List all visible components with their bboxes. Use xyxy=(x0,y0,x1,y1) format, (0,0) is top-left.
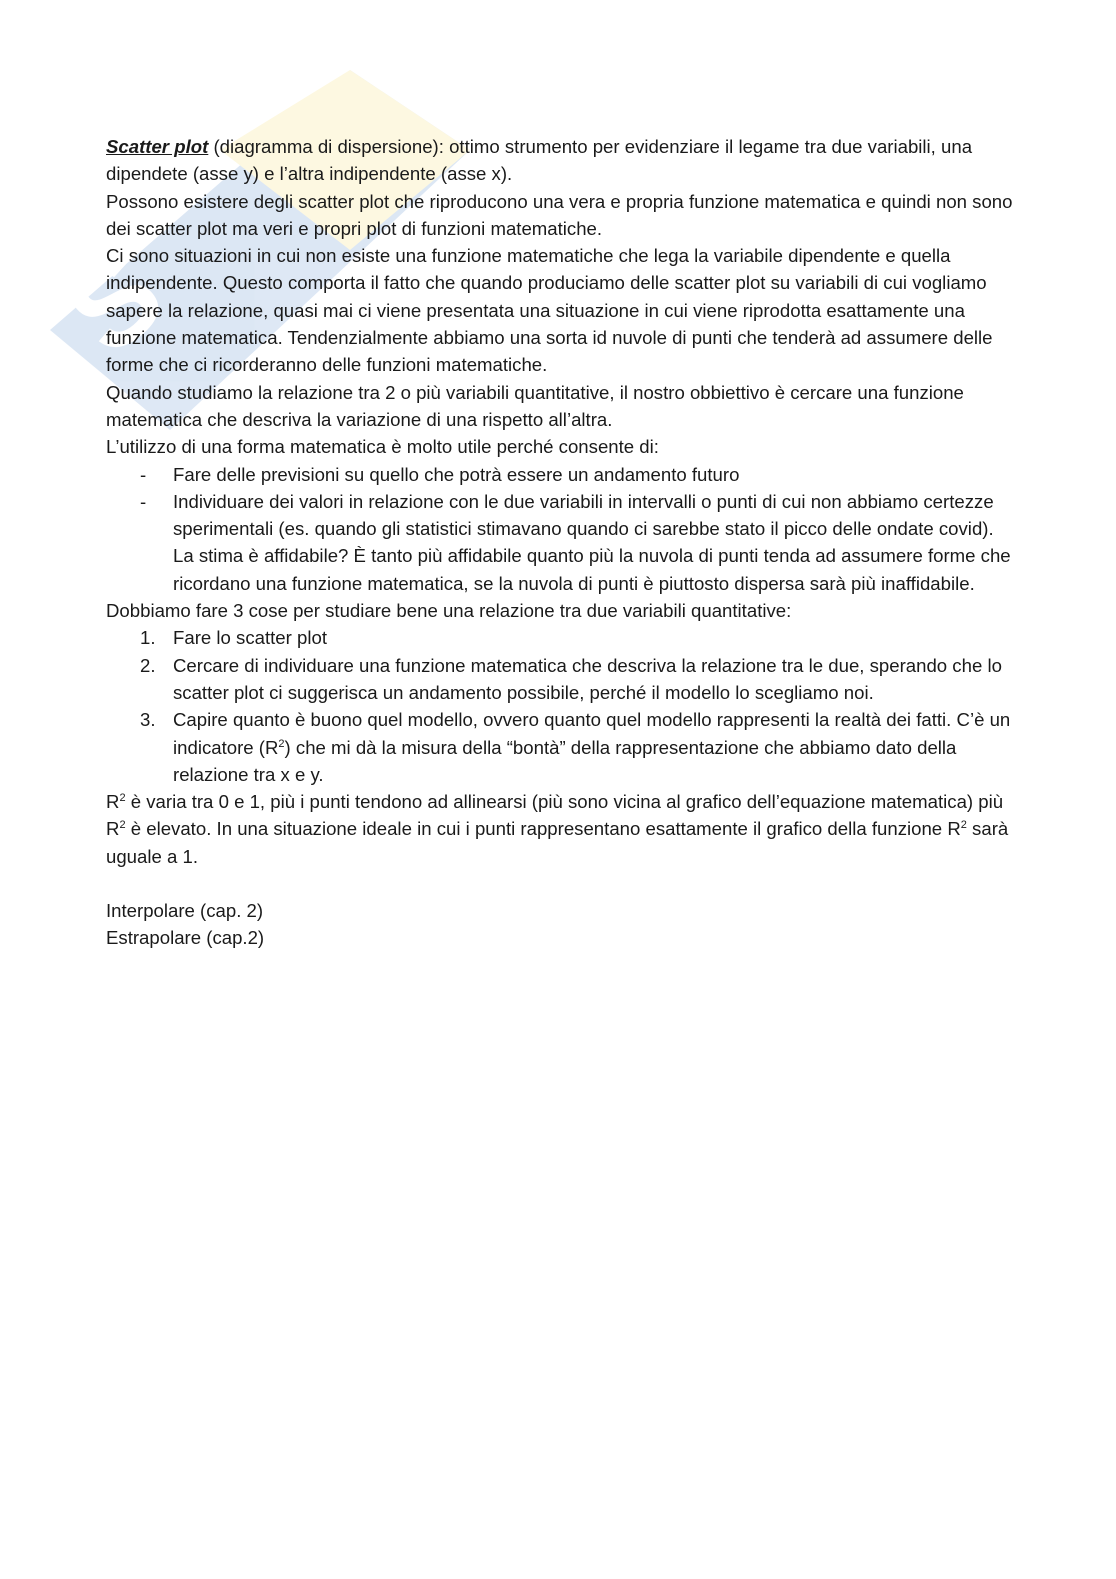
steps-intro: Dobbiamo fare 3 cose per studiare bene una relazione tra due variabili quantitative: xyxy=(106,600,792,622)
document-body xyxy=(106,133,1016,952)
footer-line-interpolare: Interpolare (cap. 2) xyxy=(106,900,264,922)
list-item: 2. Cercare di individuare una funzione matematica che descriva la relazione tra le due, sperando che lo scatter plot ci suggerisca un andamento possibile, perché il modello lo scegliamo noi. xyxy=(140,654,1002,703)
paragraph-2: Possono esistere degli scatter plot che riproducono una vera e propria funzione matematica e quindi non sono dei scatter plot ma veri e propri plot di funzioni matematiche. xyxy=(106,190,1013,239)
paragraph-5: L’utilizzo di una forma matematica è molto utile perché consente di: xyxy=(106,436,659,458)
list-item: - Fare delle previsioni su quello che potrà essere un andamento futuro xyxy=(140,463,740,485)
steps-list xyxy=(106,624,1016,788)
list-item: 3. Capire quanto è buono quel modello, ovvero quanto quel modello rappresenti la realtà dei fatti. C’è un indicatore $(R^2)$ che mi dà la misura della “bontà” della rappresentazione che abbiamo dato della relazione tra x e y. xyxy=(140,709,1011,785)
svg-text:S: S xyxy=(40,225,189,380)
term-scatter-plot: Scatter plot xyxy=(106,136,209,157)
paragraph-3: Ci sono situazioni in cui non esiste una funzione matematiche che lega la variabile dipendente e quella indipendente. Questo comporta il fatto che quando produciamo delle scatter plot su variabili di cui vogliamo sapere la relazione, quasi mai ci viene presentata una situazione in cui viene riprodotta esattamente una funzione matematica. Tendenzialmente abbiamo una sorta id nuvole di punti che tenderà ad assumere delle forme che ci ricorderanno delle funzioni matematiche. xyxy=(106,245,993,376)
intro-paragraph: Scatter plot (diagramma di dispersione): ottimo strumento per evidenziare il legame tra due variabili, una dipendete (asse y) e l’altra indipendente (asse x). xyxy=(106,136,973,185)
footer-line-estrapolare: Estrapolare (cap.2) xyxy=(106,927,265,949)
spacer xyxy=(106,870,1016,897)
uses-list xyxy=(106,461,1016,597)
list-item: 1. Fare lo scatter plot xyxy=(140,627,327,649)
reliability-note: La stima è affidabile? È tanto più affidabile quanto più la nuvola di punti tenda ad assumere forme che ricordano una funzione matematica, se la nuvola di punti è piuttosto dispersa sarà più inaffidabile. xyxy=(173,545,1011,594)
r2-paragraph: $R^2$ è varia tra 0 e 1, più i punti tendono ad allinearsi (più sono vicina al grafico dell’equazione matematica) più $R^2$ è elevato. In una situazione ideale in cui i punti rappresentano esattamente il grafico della funzione $R^2$ sarà uguale a 1. xyxy=(106,791,1009,867)
paragraph-4: Quando studiamo la relazione tra 2 o più variabili quantitative, il nostro obbiettivo è cercare una funzione matematica che descriva la variazione di una rispetto all’altra. xyxy=(106,381,964,430)
list-item: - Individuare dei valori in relazione con le due variabili in intervalli o punti di cui non abbiamo certezze sperimentali (es. quando gli statistici stimavano quando ci sarebbe stato il picco delle ondate covid). La stima è affidabile? È tanto più affidabile quanto più la nuvola di punti tenda ad assumere forme che ricordano una funzione matematica, se la nuvola di punti è piuttosto dispersa sarà più inaffidabile. xyxy=(140,490,1011,594)
